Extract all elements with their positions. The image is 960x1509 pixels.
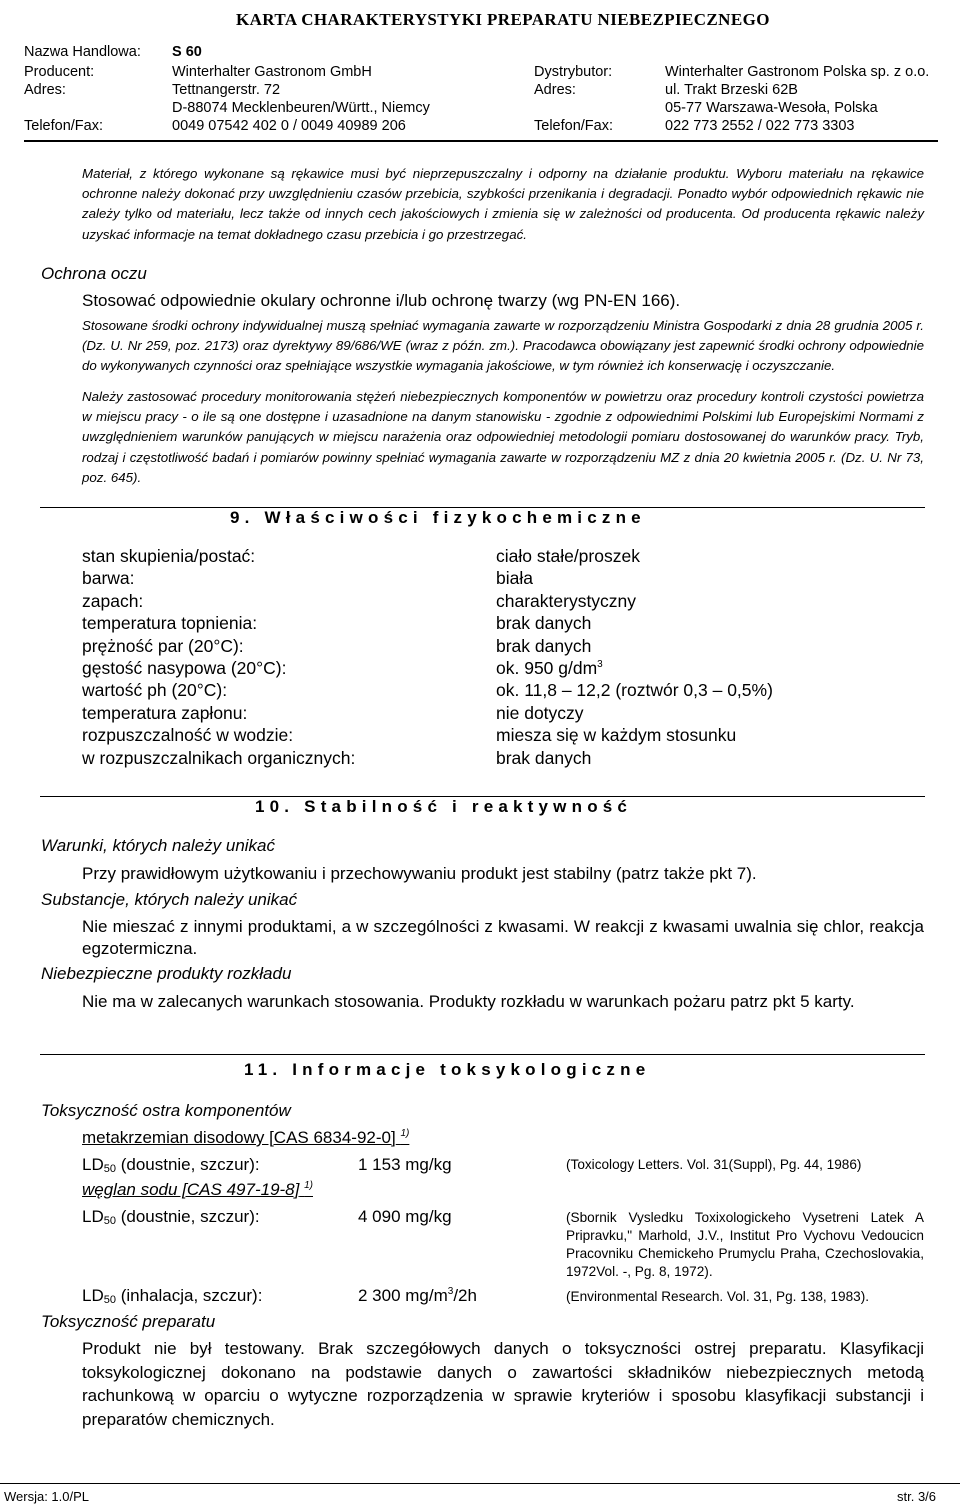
property-value bbox=[496, 680, 773, 701]
property-value-text: brak danych bbox=[496, 613, 592, 634]
avoid-substances-heading: Substancje, których należy unikać bbox=[41, 890, 298, 909]
decomposition-text: Nie ma w zalecanych warunkach stosowania. Produkty rozkładu w warunkach pożaru patrz pkt 5 karty. bbox=[82, 992, 855, 1011]
component2-ld50-oral-label bbox=[82, 1207, 260, 1227]
trade-name-label: Nazwa Handlowa: bbox=[24, 44, 141, 60]
component2-reference: (Sbornik Vysledku Toxixologickeho Vysetreni Latek A Pripravku," Marhold, J.V., Institut Pro Vychovu Vedoucicn Pracovniku Chemickeho Prumyclu Praha, Czechoslovakia, 1972Vol. -, Pg. 8, 1972). bbox=[566, 1210, 924, 1280]
property-label: prężność par (20°C): bbox=[82, 635, 244, 656]
distributor-label: Dystrybutor: bbox=[534, 64, 613, 80]
phone-label: Telefon/Fax: bbox=[24, 118, 103, 134]
section9-heading: 9. Właściwości fizykochemiczne bbox=[230, 508, 646, 527]
property-label: rozpuszczalność w wodzie: bbox=[82, 725, 294, 746]
ld-prefix: LD bbox=[82, 1155, 104, 1174]
ld-label: (doustnie, szczur): bbox=[115, 1155, 260, 1174]
address-label: Adres: bbox=[24, 82, 66, 98]
property-value-text: ok. 950 g/dm bbox=[496, 658, 598, 678]
component1-ld50-oral-label bbox=[82, 1155, 260, 1175]
property-value bbox=[496, 725, 736, 746]
section11-divider bbox=[40, 1054, 925, 1055]
property-label: stan skupienia/postać: bbox=[82, 546, 256, 566]
property-value-text: charakterystyczny bbox=[496, 590, 637, 611]
component2-footnote: 1) bbox=[304, 1180, 313, 1191]
property-value bbox=[496, 613, 591, 634]
monitoring-paragraph: Należy zastosować procedury monitorowania stężeń niebezpiecznych komponentów w powietrzu oraz procedury kontroli czystości powietrza w miejscu pracy - o ile są one dostępne i uzasadnione na danym stanowisku - zgodnie z odpowiednimi Polskimi lub Europejskimi Normami z uwzględnieniem warunków panujących w miejscu narażenia oraz odpowiedniej metodologii pomiaru dostosowanej do warunków pracy. Tryb, rodzaj i częstotliwość badań i pomiarów powinny spełniać wymagania zawarte w rozporządzeniu MZ z dnia 20 kwietnia 2005 r. (Dz. U. Nr 73, poz. 645). bbox=[82, 389, 924, 485]
property-label: barwa: bbox=[82, 568, 135, 589]
footer-divider bbox=[0, 1483, 960, 1484]
property-value-text: nie dotyczy bbox=[496, 702, 584, 723]
legal-requirements-paragraph: Stosowane środki ochrony indywidualnej muszą spełniać wymagania zawarte w rozporządzeniu Ministra Gospodarki z dnia 28 grudnia 2005 r. (Dz. U. Nr 259, poz. 2173) oraz dyrektywy 89/686/WE (wraz z późn. zm.). Pracodawca obowiązany jest zapewnić środki ochrony odpowiednie do wykonywanych czynności oraz spełniające wszystkie wymagania jakościowe, w tym również ich konserwację i oczyszczanie. bbox=[82, 318, 924, 374]
gloves-paragraph: Materiał, z którego wykonane są rękawice musi być nieprzepuszczalny i odporny na działanie produktu. Wyboru materiału na rękawice ochronne należy dokonać przy uwzględnieniu czasów przebicia, szybkości przenikania i degradacji. Ponadto wybór odpowiednich rękawic nie zależy tylko od materiału, lecz także od innych cech jakościowych i zmienia się w zależności od producenta. Od producenta rękawic należy uzyskać informacje na temat dokładnego czasu przebicia i go przestrzegać. bbox=[82, 166, 924, 242]
component1-footnote: 1) bbox=[400, 1128, 410, 1139]
property-value bbox=[496, 658, 603, 679]
preparation-toxicity-heading: Toksyczność preparatu bbox=[41, 1312, 216, 1331]
property-value-text: ok. 11,8 – 12,2 (roztwór 0,3 – 0,5%) bbox=[496, 680, 773, 701]
property-label: zapach: bbox=[82, 590, 144, 611]
component2-name-text: węglan sodu [CAS 497-19-8] bbox=[82, 1180, 300, 1199]
ld-subscript: 50 bbox=[103, 1215, 116, 1227]
page-number: str. 3/6 bbox=[897, 1489, 937, 1504]
property-label: temperatura topnienia: bbox=[82, 613, 258, 634]
address-line2: D-88074 Mecklenbeuren/Württ., Niemcy bbox=[172, 100, 430, 116]
component2-ld50-inhalation-value bbox=[358, 1286, 477, 1306]
component1-name bbox=[82, 1128, 409, 1148]
property-label: temperatura zapłonu: bbox=[82, 702, 248, 723]
acute-toxicity-heading: Toksyczność ostra komponentów bbox=[41, 1101, 291, 1120]
preparation-toxicity-text: Produkt nie był testowany. Brak szczegółowych danych o toksyczności ostrej preparatu. Klasyfikacji toksykologicznej dokonano na podstawie danych o zawartości składników niebezpiecznych metodą rachunkową w oparciu o wytyczne rozporządzenia w sprawie kryteriów i sposobu klasyfikacji substancji i preparatów chemicznych. bbox=[82, 1339, 924, 1429]
property-value-text: brak danych bbox=[496, 747, 592, 768]
avoid-conditions-heading: Warunki, których należy unikać bbox=[41, 836, 276, 855]
ld-subscript: 50 bbox=[103, 1294, 116, 1306]
inhalation-value-text: 2 300 mg/m bbox=[358, 1286, 448, 1305]
property-value-text: brak danych bbox=[496, 635, 592, 656]
address-line1: Tettnangerstr. 72 bbox=[172, 82, 281, 98]
inhalation-value-sup: 3 bbox=[447, 1286, 454, 1297]
property-value-sup: 3 bbox=[597, 659, 603, 670]
distributor-address-line2: 05-77 Warszawa-Wesoła, Polska bbox=[665, 100, 878, 116]
distributor-phone-label: Telefon/Fax: bbox=[534, 118, 613, 134]
distributor-address-line1: ul. Trakt Brzeski 62B bbox=[665, 82, 798, 98]
property-value-text: biała bbox=[496, 568, 533, 589]
ld-label: (doustnie, szczur): bbox=[115, 1207, 260, 1226]
ld-prefix: LD bbox=[82, 1286, 104, 1305]
section11-heading: 11. Informacje toksykologiczne bbox=[244, 1060, 651, 1079]
ld-subscript: 50 bbox=[103, 1163, 116, 1175]
section10-heading: 10. Stabilność i reaktywność bbox=[255, 797, 633, 816]
ld-prefix: LD bbox=[82, 1207, 104, 1226]
property-value-text: ciało stałe/proszek bbox=[496, 546, 640, 566]
inhalation-value-tail: /2h bbox=[453, 1286, 477, 1305]
ld-label: (inhalacja, szczur): bbox=[115, 1286, 263, 1305]
avoid-substances-text: Nie mieszać z innymi produktami, a w szczególności z kwasami. W reakcji z kwasami uwalnia się chlor, reakcja egzotermiczna. bbox=[82, 917, 924, 958]
document-title: KARTA CHARAKTERYSTYKI PREPARATU NIEBEZPIECZNEGO bbox=[236, 10, 770, 29]
property-value bbox=[496, 568, 533, 589]
eye-protection-text: Stosować odpowiednie okulary ochronne i/lub ochronę twarzy (wg PN-EN 166). bbox=[82, 291, 681, 310]
component1-reference: (Toxicology Letters. Vol. 31(Suppl), Pg. 44, 1986) bbox=[566, 1157, 862, 1172]
property-value bbox=[496, 636, 591, 657]
trade-name: S 60 bbox=[172, 44, 202, 60]
property-value bbox=[496, 591, 636, 612]
distributor-phone: 022 773 2552 / 022 773 3303 bbox=[665, 118, 855, 134]
avoid-conditions-text: Przy prawidłowym użytkowaniu i przechowywaniu produkt jest stabilny (patrz także pkt 7). bbox=[82, 864, 757, 883]
distributor-name: Winterhalter Gastronom Polska sp. z o.o. bbox=[665, 64, 930, 80]
component2-ld50-inhalation-label bbox=[82, 1286, 262, 1306]
component2-inhalation-reference: (Environmental Research. Vol. 31, Pg. 138, 1983). bbox=[566, 1289, 870, 1304]
component1-ld50-oral-value: 1 153 mg/kg bbox=[358, 1155, 452, 1174]
property-label: gęstość nasypowa (20°C): bbox=[82, 658, 287, 678]
version-label: Wersja: 1.0/PL bbox=[4, 1489, 90, 1504]
property-label: wartość ph (20°C): bbox=[82, 680, 228, 701]
property-value bbox=[496, 748, 591, 769]
eye-protection-heading: Ochrona oczu bbox=[41, 264, 147, 283]
producer-name: Winterhalter Gastronom GmbH bbox=[172, 64, 372, 80]
decomposition-heading: Niebezpieczne produkty rozkładu bbox=[41, 964, 292, 983]
header-divider bbox=[24, 140, 938, 142]
property-value bbox=[496, 703, 584, 724]
producer-label: Producent: bbox=[24, 64, 95, 80]
property-value bbox=[496, 546, 640, 567]
distributor-address-label: Adres: bbox=[534, 82, 576, 98]
component2-ld50-oral-value: 4 090 mg/kg bbox=[358, 1207, 452, 1226]
property-value-text: miesza się w każdym stosunku bbox=[496, 725, 737, 746]
phone-number: 0049 07542 402 0 / 0049 40989 206 bbox=[172, 118, 406, 134]
component2-name bbox=[82, 1180, 313, 1200]
property-label: w rozpuszczalnikach organicznych: bbox=[82, 747, 356, 768]
component1-name-text: metakrzemian disodowy [CAS 6834-92-0] bbox=[82, 1128, 396, 1147]
